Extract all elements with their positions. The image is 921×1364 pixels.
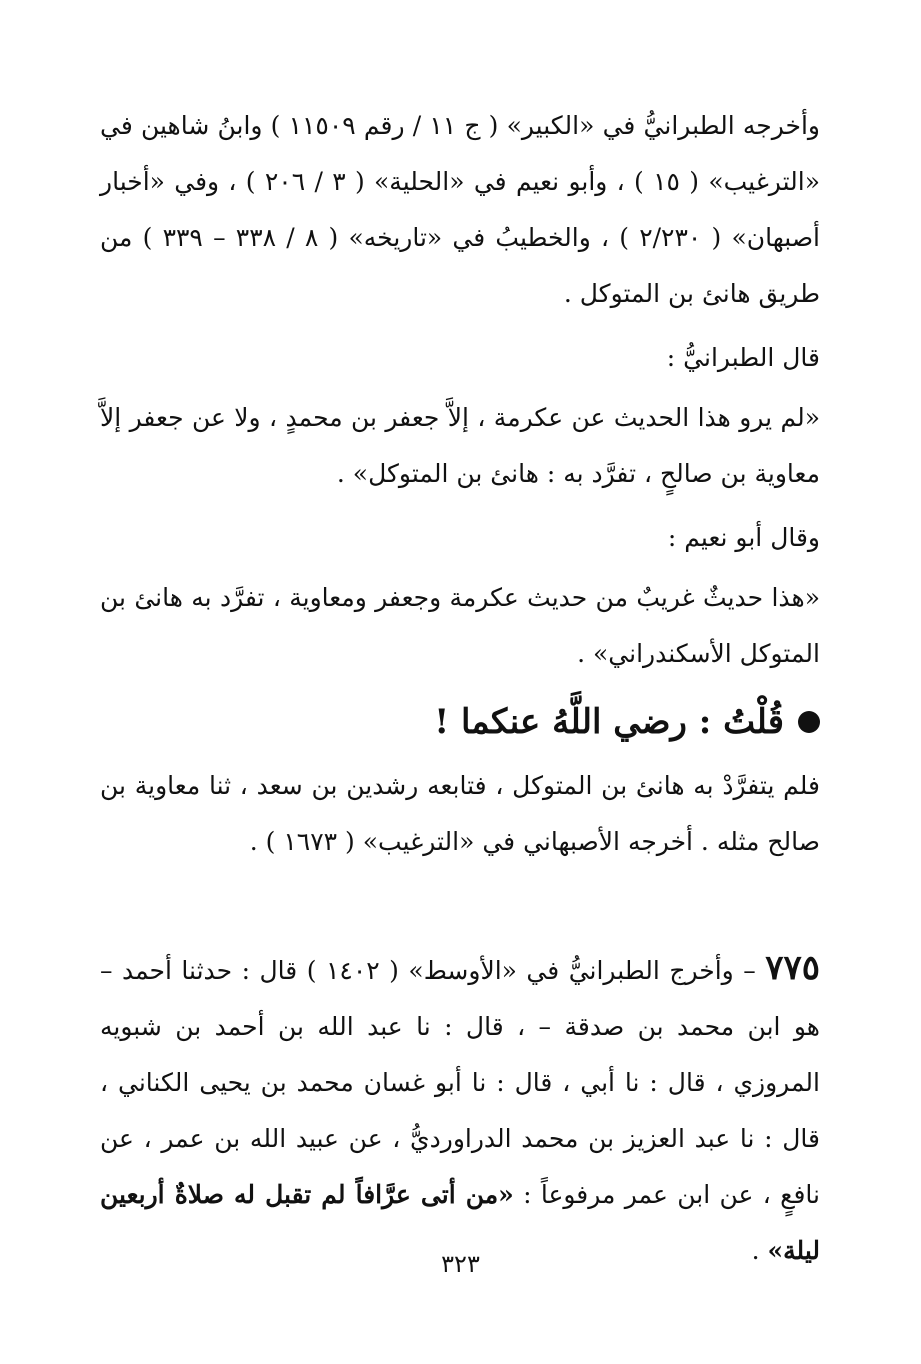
hadith-number: ٧٧٥ [765,948,820,988]
hadith-end: . [751,1236,768,1265]
hadith-matn: «من أتى عرَّافاً لم تقبل له صلاةٌ أربعين ليلة» [100,1180,820,1265]
bullet-icon [798,711,820,733]
abunuaim-quote: «هذا حديثٌ غريبٌ من حديث عكرمة وجعفر ومعاوية ، تفرَّد به هانئ بن المتوكل الأسكندراني» . [100,583,820,668]
section-spacer [100,870,820,940]
hadith-isnad: – وأخرج الطبرانيُّ في «الأوسط» ( ١٤٠٢ ) قال : حدثنا أحمد – هو ابن محمد بن صدقة – ، قال : نا عبد الله بن أحمد بن شبويه المروزي ، قال : نا أبي ، قال : نا أبو غسان محمد بن يحيى الكناني ، قال : نا عبد العزيز بن محمد الدراورديُّ ، عن عبيد الله بن عمر ، عن نافعٍ ، عن ابن عمر مرفوعاً : [100,956,820,1209]
mutabaa-paragraph: فلم يتفرَّدْ به هانئ بن المتوكل ، فتابعه رشدين بن سعد ، ثنا معاوية بن صالح مثله . أخرجه الأصبهاني في «الترغيب» ( ١٦٧٣ ) . [100,771,820,856]
tabarani-label: قال الطبرانيُّ : [666,343,820,372]
takhrij-paragraph: وأخرجه الطبرانيُّ في «الكبير» ( ج ١١ / رقم ١١٥٠٩ ) وابنُ شاهين في «الترغيب» ( ١٥ ) ، وأبو نعيم في «الحلية» ( ٣ / ٢٠٦ ) ، وفي «أخبار أصبهان» ( ٢/٢٣٠ ) ، والخطيبُ في «تاريخه» ( ٨ / ٣٣٨ – ٣٣٩ ) من طريق هانئ بن المتوكل . [100,111,821,308]
section-heading [100,690,820,754]
tabarani-quote: «لم يرو هذا الحديث عن عكرمة ، إلاَّ جعفر بن محمدٍ ، ولا عن جعفر إلاَّ معاوية بن صالحٍ ، تفرَّد به : هانئ بن المتوكل» . [100,403,820,488]
hadith-paragraph [100,940,820,1279]
page-body [100,98,820,1279]
abunuaim-label: وقال أبو نعيم : [667,523,820,552]
page-number: ٣٢٣ [441,1250,480,1278]
heading-text: قُلْتُ : رضي اللَّهُ عنكما ! [434,702,784,742]
